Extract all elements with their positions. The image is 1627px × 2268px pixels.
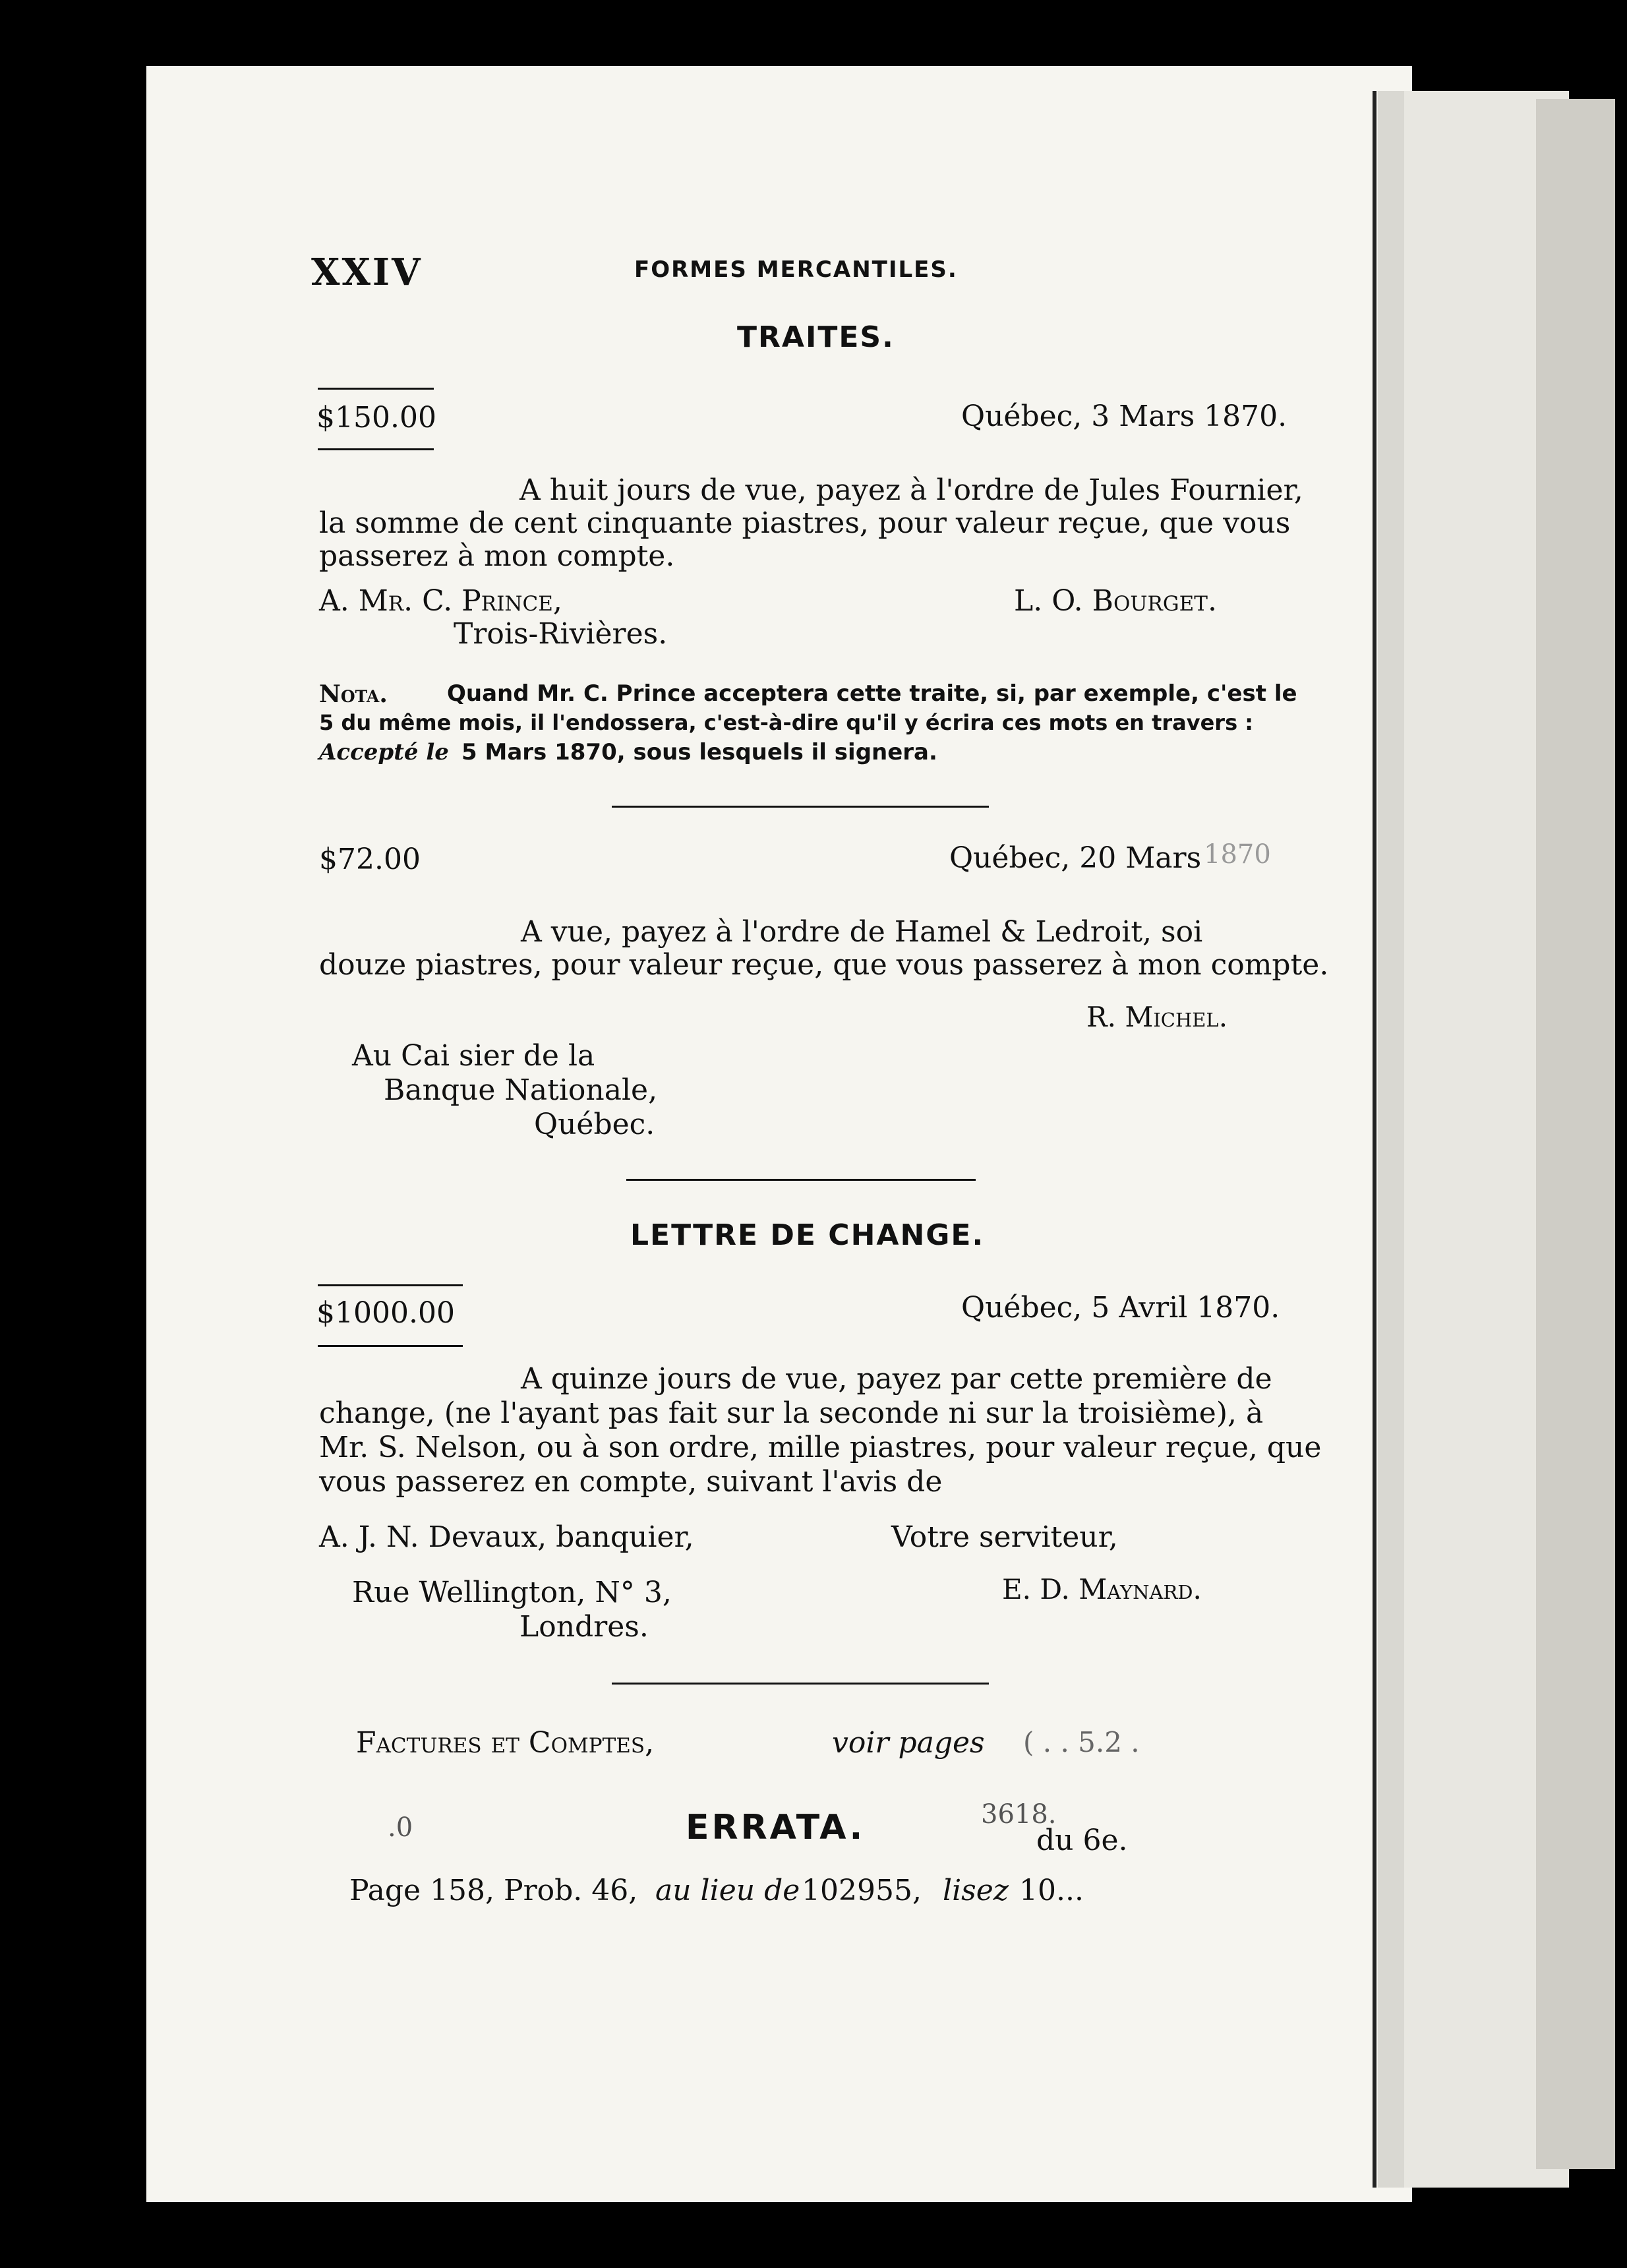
lettre-body-line: Mr. S. Nelson, ou à son ordre, mille piastres, pour valeur reçue, que bbox=[319, 1431, 1322, 1464]
nota-line: Quand Mr. C. Prince acceptera cette traite, si, par exemple, c'est le bbox=[447, 680, 1297, 707]
draft2-addressee-line: Banque Nationale, bbox=[384, 1073, 658, 1107]
errata-line-start: Page 158, Prob. 46, bbox=[349, 1874, 638, 1907]
factures-italic: voir pages bbox=[832, 1726, 985, 1760]
draft2-body-line: douze piastres, pour valeur reçue, que vous passerez à mon compte. bbox=[319, 948, 1329, 982]
draft2-addressee-line: Québec. bbox=[534, 1108, 655, 1141]
nota-line: 5 du même mois, il l'endossera, c'est-à-dire qu'il y écrira ces mots en travers : bbox=[319, 710, 1254, 735]
draft1-amount: $150.00 bbox=[316, 401, 436, 434]
amount-rule-bottom bbox=[318, 448, 434, 450]
nota-label: Nota. bbox=[319, 680, 388, 708]
lettre-addressee-line: Rue Wellington, N° 3, bbox=[352, 1576, 672, 1609]
errata-italic: au lieu de bbox=[655, 1874, 800, 1907]
page-edge bbox=[1373, 91, 1376, 2188]
errata-line-mid: 102955, bbox=[802, 1874, 922, 1907]
nota-italic: Accepté le bbox=[319, 739, 449, 765]
nota-line: 5 Mars 1870, sous lesquels il signera. bbox=[461, 739, 937, 765]
lettre-body-line: A quinze jours de vue, payez par cette première de bbox=[521, 1362, 1272, 1396]
errata-side-mid: 3618. bbox=[981, 1799, 1057, 1830]
amount-rule-top bbox=[318, 1284, 463, 1286]
lettre-body-line: change, (ne l'ayant pas fait sur la seconde ni sur la troisième), à bbox=[319, 1396, 1264, 1430]
lettre-signature: E. D. Maynard. bbox=[1002, 1573, 1202, 1605]
draft2-body-line: A vue, payez à l'ordre de Hamel & Ledroit, soi bbox=[521, 915, 1203, 949]
divider bbox=[612, 1683, 989, 1685]
draft2-addressee-line: Au Cai sier de la bbox=[352, 1039, 595, 1073]
section-title-traites: TRAITES. bbox=[737, 320, 895, 354]
draft2-amount: $72.00 bbox=[319, 843, 421, 876]
divider bbox=[612, 806, 989, 808]
lettre-amount: $1000.00 bbox=[316, 1296, 455, 1330]
draft1-date: Québec, 3 Mars 1870. bbox=[961, 400, 1287, 433]
amount-rule-bottom bbox=[318, 1345, 463, 1347]
draft1-body-line: A huit jours de vue, payez à l'ordre de Jules Fournier, bbox=[519, 473, 1303, 507]
errata-italic: lisez bbox=[943, 1874, 1009, 1907]
draft2-date: Québec, 20 Mars bbox=[949, 841, 1202, 875]
draft1-body-line: la somme de cent cinquante piastres, pour valeur reçue, que vous bbox=[319, 506, 1291, 540]
divider bbox=[626, 1179, 976, 1181]
lettre-date: Québec, 5 Avril 1870. bbox=[961, 1291, 1280, 1325]
errata-side-left: .0 bbox=[388, 1812, 413, 1843]
draft1-signature: L. O. Bourget. bbox=[1014, 584, 1217, 618]
lettre-addressee-line: A. J. N. Devaux, banquier, bbox=[319, 1520, 694, 1554]
errata-line-end: 10... bbox=[1019, 1874, 1084, 1907]
draft1-city: Trois-Rivières. bbox=[454, 617, 668, 651]
page-number: XXIV bbox=[311, 251, 423, 294]
errata-title: ERRATA. bbox=[686, 1808, 866, 1847]
draft1-body-line: passerez à mon compte. bbox=[319, 539, 675, 573]
page-fold bbox=[1378, 91, 1404, 2188]
amount-rule-top bbox=[318, 388, 434, 390]
lettre-addressee-line: Londres. bbox=[519, 1610, 649, 1644]
factures-tail: ( . . 5.2 . bbox=[1023, 1726, 1140, 1758]
draft2-date-bleed: 1870 bbox=[1204, 839, 1271, 870]
adjacent-page-edge bbox=[1536, 99, 1615, 2169]
draft1-addressee: A. Mr. C. Prince, bbox=[319, 584, 562, 618]
errata-side-right: du 6e. bbox=[1036, 1824, 1128, 1857]
running-title: FORMES MERCANTILES. bbox=[634, 256, 958, 283]
factures-label: Factures et Comptes, bbox=[356, 1726, 655, 1760]
lettre-body-line: vous passerez en compte, suivant l'avis de bbox=[319, 1465, 943, 1499]
lettre-closing: Votre serviteur, bbox=[891, 1520, 1118, 1554]
draft2-signature: R. Michel. bbox=[1086, 1001, 1228, 1033]
section-title-lettre: LETTRE DE CHANGE. bbox=[630, 1218, 985, 1252]
